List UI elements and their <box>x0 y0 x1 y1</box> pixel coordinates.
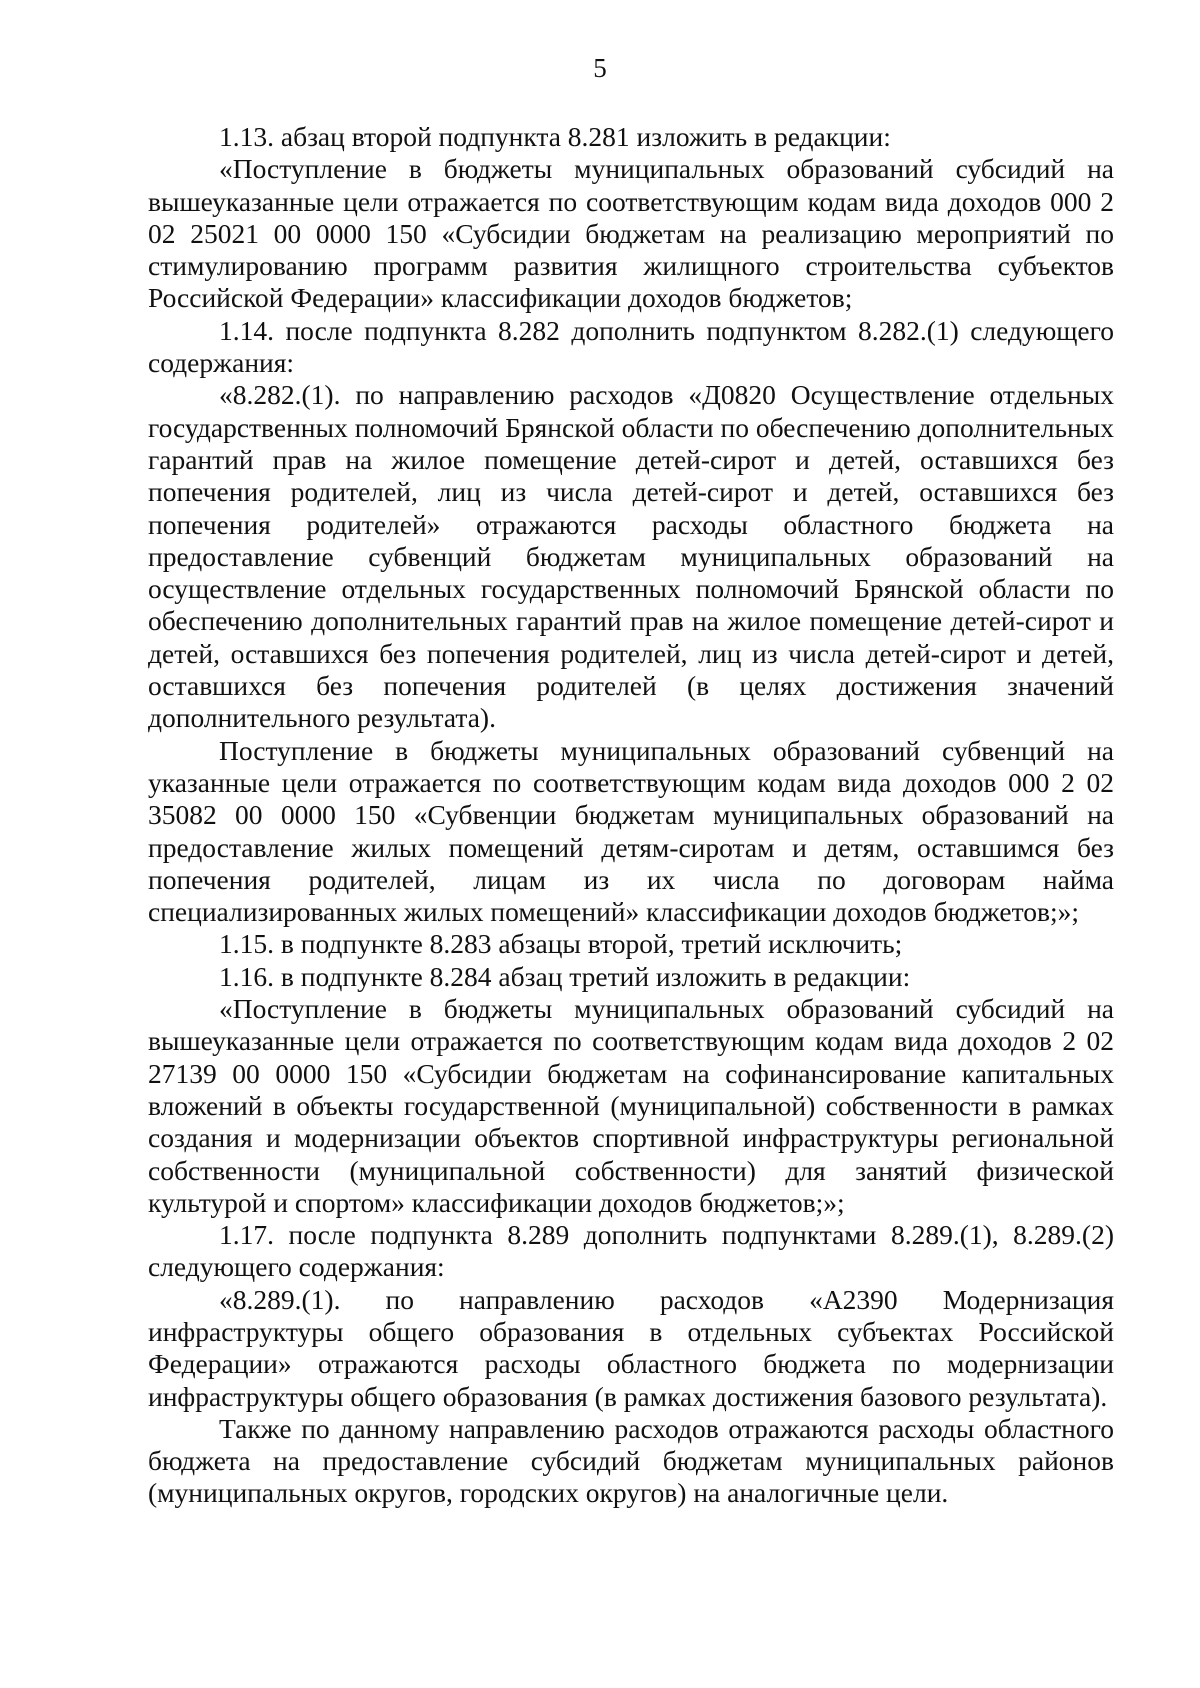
paragraph-8-281-text: «Поступление в бюджеты муниципальных образований субсидий на вышеуказанные цели отражается по соответствующим кодам вида доходов 000 2 02 25021 00 0000 150 «Субсидии бюджетам на реализацию мероприятий по стимулированию программ развития жилищного строительства субъектов Российской Федерации» классификации доходов бюджетов; <box>148 153 1114 314</box>
paragraph-1-14: 1.14. после подпункта 8.282 дополнить подпунктом 8.282.(1) следующего содержания: <box>148 314 1114 379</box>
paragraph-1-13: 1.13. абзац второй подпункта 8.281 изложить в редакции: <box>219 121 891 152</box>
document-body <box>148 121 1114 1510</box>
paragraph-1-16: 1.16. в подпункте 8.284 абзац третий изложить в редакции: <box>219 960 911 992</box>
paragraph-8-284-text: «Поступление в бюджеты муниципальных образований субсидий на вышеуказанные цели отражается по соответствующим кодам вида доходов 2 02 27139 00 0000 150 «Субсидии бюджетам на софинансирование капитальных вложений в объекты государственной (муниципальной) собственности в рамках создания и модернизации объектов спортивной инфраструктуры региональной собственности (муниципальной собственности) для занятий физической культурой и спортом» классификации доходов бюджетов;»; <box>148 993 1114 1218</box>
paragraph-1-17: 1.17. после подпункта 8.289 дополнить подпунктами 8.289.(1), 8.289.(2) следующего содержания: <box>148 1219 1114 1283</box>
paragraph-8-289-1: «8.289.(1). по направлению расходов «А2390 Модернизация инфраструктуры общего образования в отдельных субъектах Российской Федерации» отражаются расходы областного бюджета по модернизации инфраструктуры общего образования (в рамках достижения базового результата). <box>148 1283 1114 1412</box>
page-number: 5 <box>593 53 607 83</box>
paragraph-8-282-1: «8.282.(1). по направлению расходов «Д0820 Осуществление отдельных государственных полномочий Брянской области по обеспечению дополнительных гарантий прав на жилое помещение детей-сирот и детей, оставшихся без попечения родителей, лиц из числа детей-сирот и детей, оставшихся без попечения родителей» отражаются расходы областного бюджета на предоставление субвенций бюджетам муниципальных образований на осуществление отдельных государственных полномочий Брянской области по обеспечению дополнительных гарантий прав на жилое помещение детей-сирот и детей, оставшихся без попечения родителей, лиц из числа детей-сирот и детей, оставшихся без попечения родителей (в целях достижения значений дополнительного результата). <box>148 379 1114 734</box>
paragraph-8-282-1-income: Поступление в бюджеты муниципальных образований субвенций на указанные цели отражается по соответствующим кодам вида доходов 000 2 02 35082 00 0000 150 «Субвенции бюджетам муниципальных образований на предоставление жилых помещений детям-сиротам и детям, оставшимся без попечения родителей, лицам из их числа по договорам найма специализированных жилых помещений» классификации доходов бюджетов;»; <box>148 734 1114 928</box>
paragraph-1-15: 1.15. в подпункте 8.283 абзацы второй, третий исключить; <box>219 928 903 960</box>
paragraph-8-289-1-also: Также по данному направлению расходов отражаются расходы областного бюджета на предоставление субсидий бюджетам муниципальных районов (муниципальных округов, городских округов) на аналогичные цели. <box>148 1412 1114 1509</box>
